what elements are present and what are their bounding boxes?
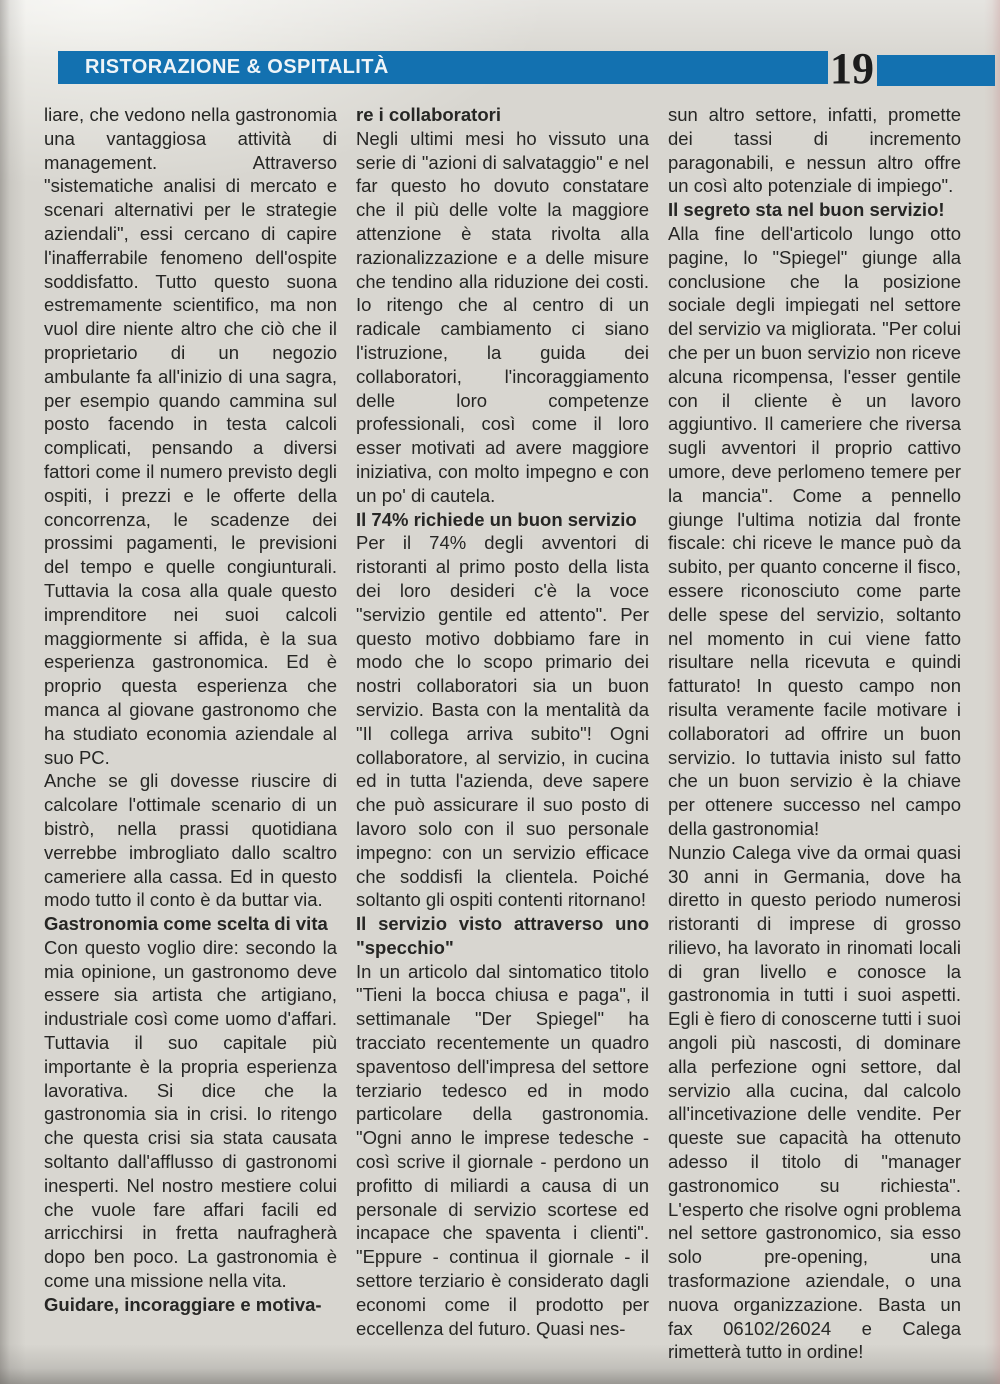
section-heading: Il 74% richiede un buon servizio bbox=[356, 508, 637, 530]
paragraph: liare, che vedono nella gastronomia una vantaggiosa attività di management. Attraverso "sistematiche analisi di mercato e scenari alternativi per le strategie aziendali", essi cercano di capire l'inafferrabile fenomeno dell'ospite soddisfatto. Tutto questo suona estremamente scientifico, ma non vuol dire niente altro che ciò che il proprietario di un negozio ambulante fa all'inizio di una sagra, per esempio quando cammina sul posto facendo in testa calcoli complicati, pensando a diversi fattori come il numero previsto degli ospiti, i prezzi e le offerte della concorrenza, le scadenze dei prossimi pagamenti, le previsioni del tempo e quelle congiunturali. Tuttavia la cosa alla quale questo imprenditore nei suoi calcoli maggiormente si affida, è la sua esperienza gastronomica. Ed è proprio questa esperienza che manca al giovane gastronomo che ha studiato economia aziendale al suo PC. bbox=[44, 104, 337, 768]
article-column-3 bbox=[668, 103, 961, 1364]
article-column-1 bbox=[44, 103, 337, 1364]
page-number: 19 bbox=[830, 44, 874, 93]
paragraph: Per il 74% degli avventori di ristoranti al primo posto della lista dei loro desideri c'è la voce "servizio gentile ed attento". Per questo motivo dobbiamo fare in modo che lo scopo primario dei nostri collaboratori sia un buon servizio. Basta con la mentalità da "Il collega arriva subito"! Ogni collaboratore, al servizio, in cucina ed in tutta l'azienda, deve sapere che può assicurare il suo posto di lavoro solo con il suo personale impegno: con un servizio efficace che soddisfi la clientela. Poiché soltanto gli ospiti contenti ritornano! bbox=[356, 532, 649, 911]
section-title: RISTORAZIONE & OSPITALITÀ bbox=[85, 56, 389, 78]
paragraph: Con questo voglio dire: secondo la mia opinione, un gastronomo deve essere sia artista che artigiano, industriale così come uomo d'affari. Tuttavia il suo capitale più importante è la propria esperienza lavorativa. Si dice che la gastronomia sia in crisi. Io ritengo che questa crisi sia stata causata soltanto dall'afflusso di gastronomi inesperti. Nel nostro mestiere colui che vuole fare affari facili ed arricchirsi in fretta naufragherà dopo ben poco. La gastronomia è come una missione nella vita. bbox=[44, 936, 337, 1292]
paragraph: Nunzio Calega vive da ormai quasi 30 anni in Germania, dove ha diretto in questo periodo numerosi ristoranti di imprese di grosso rilievo, ha lavorato in rinomati locali di gran livello e conosce la gastronomia in tutti i suoi aspetti. Egli è fiero di conoscerne tutti i suoi angoli più nascosti, di dominare alla perfezione ogni settore, dal servizio alla cucina, dal calcolo all'incetivazione delle vendite. Per queste sue capacità ha ottenuto adesso il titolo di "manager gastronomico su richiesta". L'esperto che risolve ogni problema nel settore gastronomico, sia esso solo pre-opening, una trasformazione aziendale, o una nuova organizzazione. Basta un fax 06102/26024 e Calega rimetterà tutto in ordine! bbox=[668, 841, 961, 1363]
section-heading: Il servizio visto attraverso uno "specchio" bbox=[356, 913, 649, 958]
section-heading: Gastronomia come scelta di vita bbox=[44, 913, 328, 935]
article-columns bbox=[44, 103, 960, 1364]
paragraph: In un articolo dal sintomatico titolo "Tieni la bocca chiusa e paga", il settimanale "Der Spiegel" ha tracciato recentemente un quadro spaventoso dell'impresa del settore terziario tedesco ed in modo particolare della gastronomia. "Ogni anno le imprese tedesche - così scrive il giornale - perdono un profitto di miliardi a causa di un personale di servizio scortese ed incapace che spaventa i clienti". "Eppure - continua il giornale - il settore terziario è considerato dagli economi come il prodotto per eccellenza del futuro. Quasi nes- bbox=[356, 960, 649, 1339]
paragraph: Negli ultimi mesi ho vissuto una serie di "azioni di salvataggio" e nel far questo ho dovuto constatare che il più delle volte la maggiore attenzione è stata rivolta alla razionalizzazione e a delle misure che tendino alla riduzione dei costi. Io ritengo che al centro di un radicale cambiamento ci siano l'istruzione, la guida dei collaboratori, l'incoraggiamento delle loro competenze professionali, così come il loro esser motivati ad avere maggiore iniziativa, con molto impegno e con un po' di cautela. bbox=[356, 127, 649, 506]
section-heading: re i collaboratori bbox=[356, 104, 501, 125]
paragraph: Alla fine dell'articolo lungo otto pagine, lo "Spiegel" giunge alla conclusione che la posizione sociale degli impiegati nel settore del servizio va migliorata. "Per colui che per un buon servizio non riceve alcuna ricompensa, l'esser gentile con il cliente è un lavoro aggiuntivo. Il cameriere che riversa sugli avventori il proprio cattivo umore, deve perlomeno temere per la mancia". Come a pennello giunge l'ultima notizia dal fronte fiscale: chi riceve le mance può da subito, per quanto concerne il fisco, essere riconosciuto come parte delle spese del servizio, soltanto nel momento in cui viene fatto risultare nella ricevuta e quindi fatturato! In questo campo non risulta veramente facile motivare i collaboratori ad offrire un buon servizio. Io tuttavia inisto sul fatto che un buon servizio è la chiave per ottenere successo nel campo della gastronomia! bbox=[668, 222, 961, 839]
section-heading-runover: Guidare, incoraggiare e motiva- bbox=[44, 1293, 322, 1315]
paragraph: sun altro settore, infatti, promette dei tassi di incremento paragonabili, e nessun altro offre un così alto potenziale di impiego". bbox=[668, 104, 961, 197]
section-header-bar bbox=[58, 51, 828, 84]
article-column-2 bbox=[356, 103, 649, 1364]
header-accent-block bbox=[877, 55, 995, 86]
section-heading: Il segreto sta nel buon servizio! bbox=[668, 199, 945, 221]
paragraph: Anche se gli dovesse riuscire di calcolare l'ottimale scenario di un bistrò, nella prassi quotidiana verrebbe imbrogliato dallo scaltro cameriere alla cassa. Ed in questo modo tutto il conto è da buttar via. bbox=[44, 770, 337, 911]
